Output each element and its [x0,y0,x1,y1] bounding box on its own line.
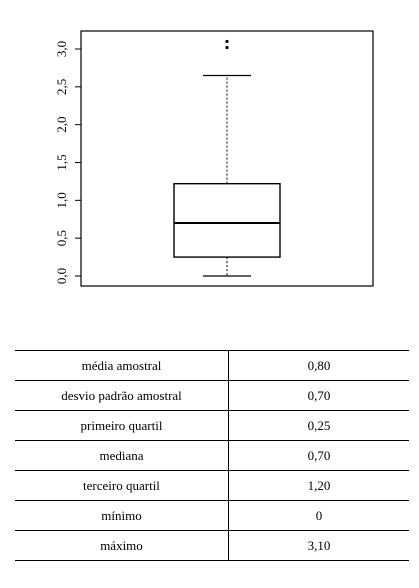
row-label: média amostral [15,351,229,381]
table-row [15,381,409,411]
table-row [15,441,409,471]
table-row [15,471,409,501]
table-row [15,501,409,531]
row-value: 0,70 [229,441,410,471]
row-value: 1,20 [229,471,410,501]
y-tick-label: 0,0 [54,267,69,285]
row-label: máximo [15,531,229,561]
table-row [15,351,409,381]
table-row [15,411,409,441]
y-tick-label: 1,5 [54,154,69,171]
outlier-point [225,46,228,49]
row-label: mínimo [15,501,229,531]
row-label: mediana [15,441,229,471]
row-value: 0,25 [229,411,410,441]
row-value: 0 [229,501,410,531]
y-tick-label: 2,0 [54,116,69,133]
table-row [15,531,409,561]
row-label: terceiro quartil [15,471,229,501]
y-tick-label: 1,0 [54,192,69,209]
summary-statistics-table [15,350,409,561]
y-tick-label: 2,5 [54,78,69,95]
row-value: 0,80 [229,351,410,381]
y-tick-label: 3,0 [54,40,69,58]
y-tick-label: 0,5 [54,230,69,247]
row-value: 3,10 [229,531,410,561]
row-value: 0,70 [229,381,410,411]
row-label: primeiro quartil [15,411,229,441]
outlier-point [225,40,228,43]
row-label: desvio padrão amostral [15,381,229,411]
interquartile-box [174,184,280,257]
